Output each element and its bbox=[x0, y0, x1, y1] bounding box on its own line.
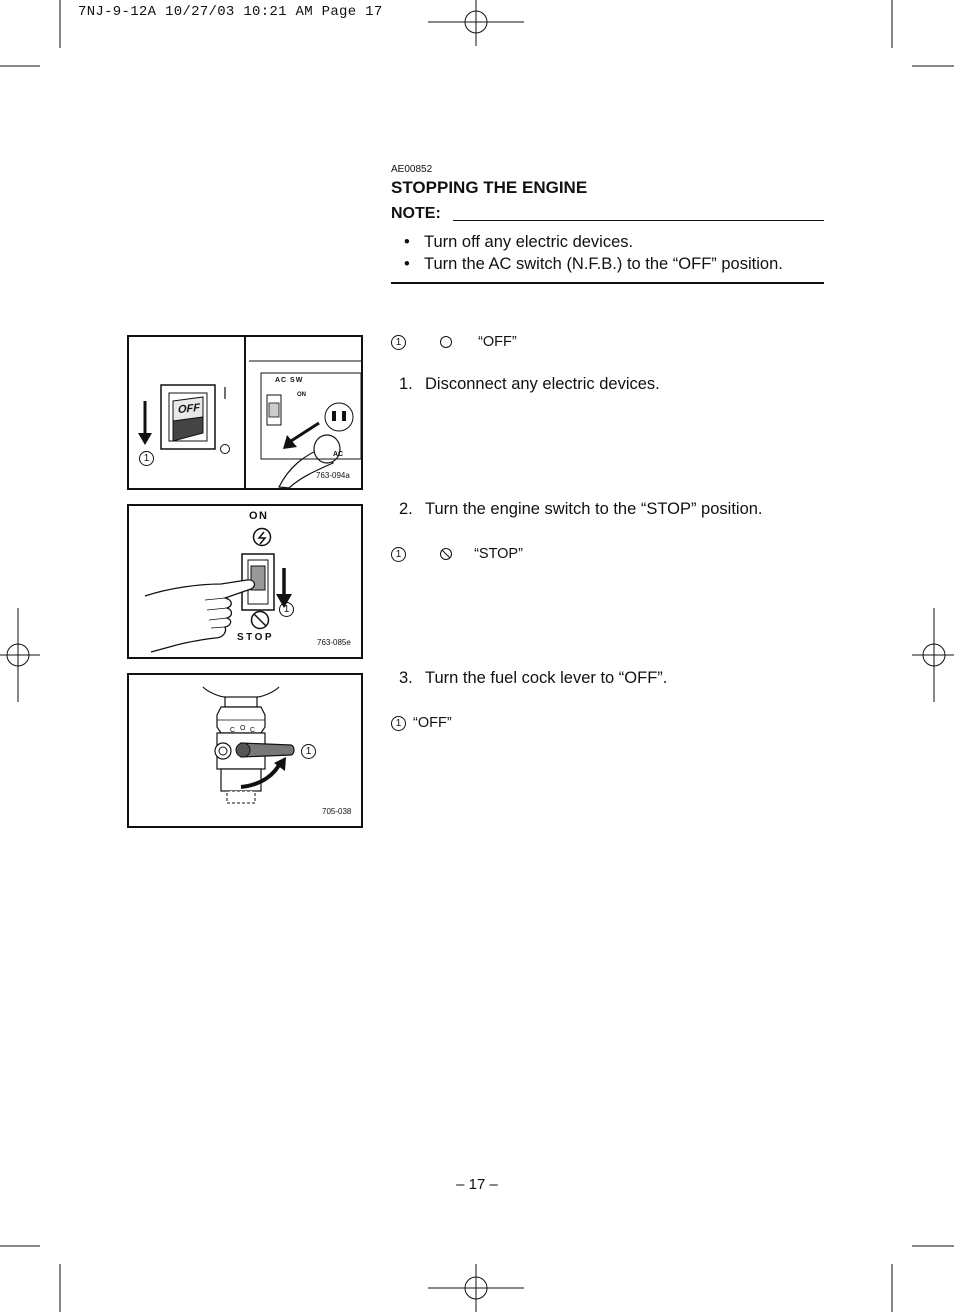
section-title: STOPPING THE ENGINE bbox=[391, 178, 588, 197]
panel-ac-label: AC bbox=[333, 451, 344, 458]
note-item: • Turn the AC switch (N.F.B.) to the “OFF” position. bbox=[404, 255, 783, 273]
legend-marker: 1 bbox=[391, 716, 406, 731]
fuel-cock-mark-c-right: C bbox=[250, 727, 256, 734]
engine-stop-label: STOP bbox=[237, 632, 275, 643]
fuel-cock-mark-o: O bbox=[240, 725, 246, 732]
legend-fuel-off bbox=[391, 715, 452, 731]
callout-1: 1 bbox=[301, 744, 316, 759]
legend-text: “STOP” bbox=[474, 546, 523, 562]
callout-1: 1 bbox=[139, 451, 154, 466]
figure-code: 705-038 bbox=[322, 807, 352, 816]
engine-on-label: ON bbox=[249, 510, 269, 522]
step-2: 2. Turn the engine switch to the “STOP” position. bbox=[399, 500, 763, 518]
step-text: Turn the fuel cock lever to “OFF”. bbox=[425, 669, 668, 687]
note-list bbox=[404, 231, 783, 275]
stop-symbol-icon bbox=[439, 547, 453, 561]
fuel-cock-mark-c-left: C bbox=[230, 727, 236, 734]
legend-marker: 1 bbox=[391, 547, 406, 562]
note-label: NOTE: bbox=[391, 205, 441, 222]
note-rule bbox=[453, 220, 824, 221]
note-end-rule bbox=[391, 282, 824, 284]
callout-1: 1 bbox=[279, 602, 294, 617]
panel-on-label: ON bbox=[297, 392, 306, 398]
figure-fuel-cock bbox=[127, 673, 363, 828]
print-slug: 7NJ-9-12A 10/27/03 10:21 AM Page 17 bbox=[78, 4, 383, 20]
figure-ac-switch bbox=[127, 335, 363, 490]
legend-off-switch bbox=[391, 334, 517, 350]
fuel-cock-illustration bbox=[129, 675, 361, 826]
legend-text: “OFF” bbox=[478, 334, 517, 350]
section-code: AE00852 bbox=[391, 164, 433, 175]
figure-code: 763-094a bbox=[316, 471, 350, 480]
switch-off-label: OFF bbox=[178, 401, 200, 417]
legend-text: “OFF” bbox=[413, 715, 452, 731]
legend-stop bbox=[391, 546, 523, 562]
figure-code: 763-085e bbox=[317, 638, 351, 647]
page-number: – 17 – bbox=[456, 1176, 498, 1193]
step-text: Disconnect any electric devices. bbox=[425, 375, 660, 393]
off-symbol-icon bbox=[440, 336, 452, 348]
ac-switch-illustration bbox=[129, 337, 361, 488]
note-item: • Turn off any electric devices. bbox=[404, 233, 634, 251]
step-text: Turn the engine switch to the “STOP” position. bbox=[425, 500, 763, 518]
step-3: 3. Turn the fuel cock lever to “OFF”. bbox=[399, 669, 668, 687]
step-1: 1. Disconnect any electric devices. bbox=[399, 375, 660, 393]
panel-ac-sw-label: AC SW bbox=[275, 377, 304, 384]
legend-marker: 1 bbox=[391, 335, 406, 350]
figure-engine-switch bbox=[127, 504, 363, 659]
